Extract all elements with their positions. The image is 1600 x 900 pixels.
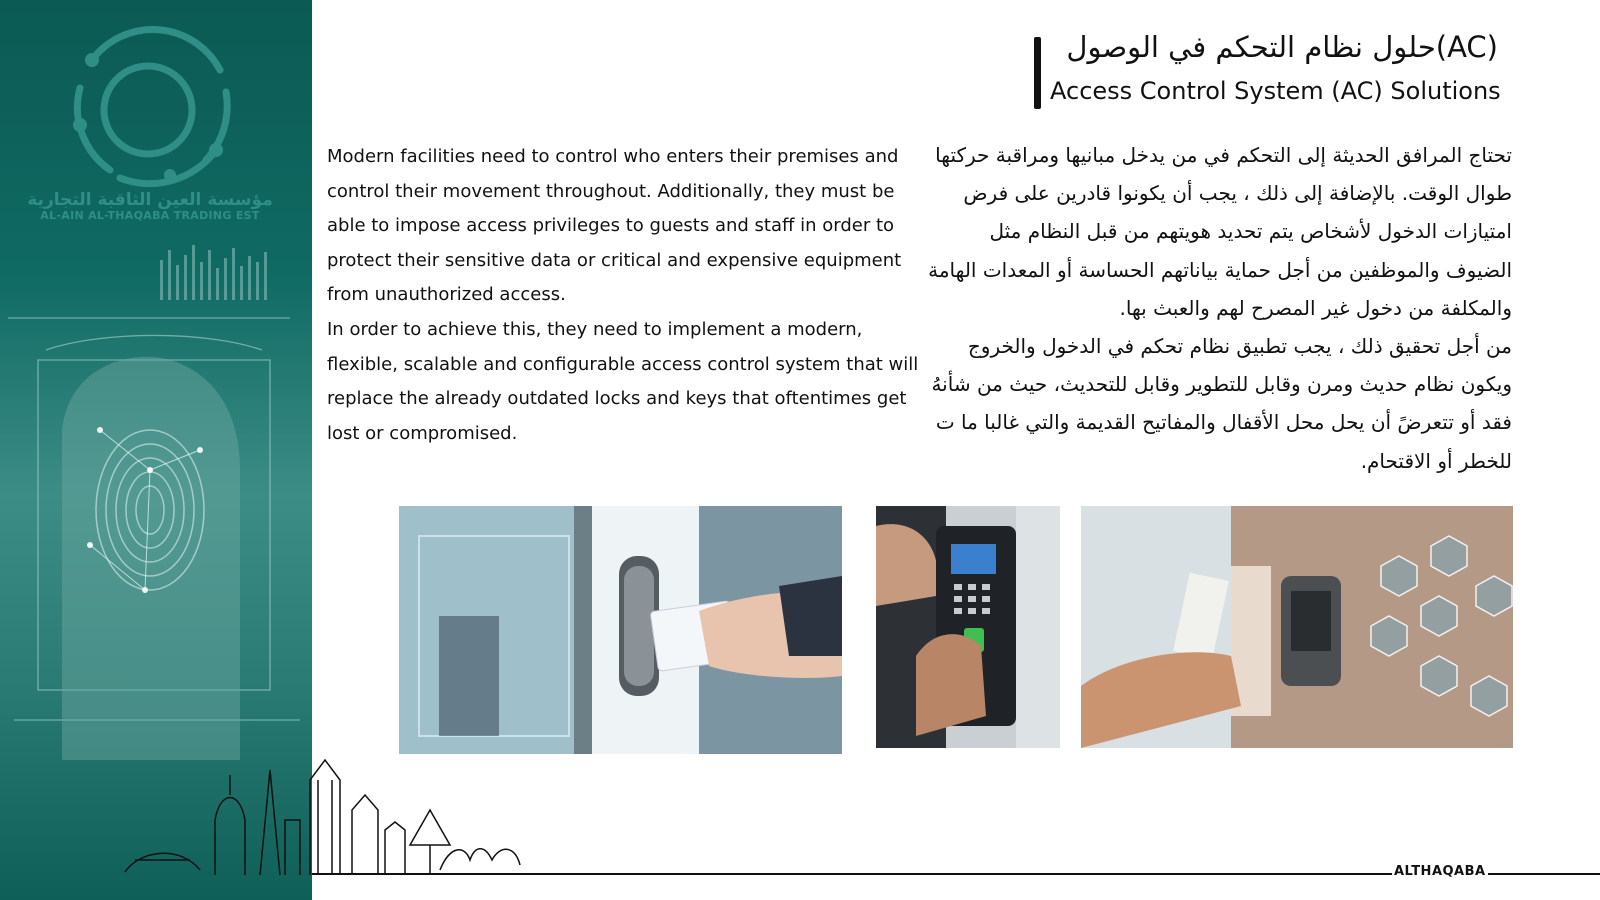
brand-name-arabic: مؤسسة العين الثاقبة التجارية bbox=[27, 190, 273, 210]
paragraph-english-1: Modern facilities need to control who enters their premises and control their movement throughout. Additionally, they must be able to impose access privileges to guests and staff in order to protect their sensitive data or critical and expensive equipment from unauthorized access. bbox=[327, 146, 902, 306]
brand-name-english: AL-AIN AL-THAQABA TRADING EST bbox=[40, 209, 260, 222]
page-title-arabic: حلول نظام التحكم في الوصول(AC) bbox=[1066, 30, 1498, 64]
paragraph-english-2: In order to achieve this, they need to implement a modern, flexible, scalable and configurable access control system that will replace the already outdated locks and keys that oftentimes get lost or compromised. bbox=[327, 318, 919, 444]
card-reader-photo bbox=[399, 506, 842, 754]
logo-mark bbox=[77, 30, 227, 184]
page-title-english: Access Control System (AC) Solutions bbox=[1050, 77, 1501, 105]
body-english bbox=[327, 140, 919, 451]
fingerprint-terminal-photo bbox=[876, 506, 1060, 748]
body-arabic bbox=[922, 136, 1512, 480]
city-skyline-illustration bbox=[120, 750, 540, 880]
footer-brand-logo: ALTHAQABA bbox=[1394, 864, 1486, 879]
paragraph-arabic-1: تحتاج المرافق الحديثة إلى التحكم في من يدخل مبانيها ومراقبة حركتها طوال الوقت. بالإضافة إلى ذلك ، يجب أن يكونوا قادرين على فرض امتيازات الدخول لأشخاص يتم تحديد هويتهم من قبل النظام مثل الضيوف والموظفين من أجل حماية بياناتهم الحساسة أو المعدات الهامة والمكلفة من دخول غير المصرح لهم والعبث بها. bbox=[928, 143, 1512, 320]
paragraph-arabic-2: من أجل تحقيق ذلك ، يجب تطبيق نظام تحكم في الدخول والخروج ويكون نظام حديث ومرن وقابل للتطوير وقابل للتحديث، حيث من شأنهُ فقد أو تتعرضً أن يحل محل الأقفال والمفاتيح القديمة والتي غالبا ما ت للخطر أو الاقتحام. bbox=[931, 334, 1512, 473]
title-accent-bar bbox=[1034, 37, 1041, 109]
access-card-hologram-photo bbox=[1081, 506, 1513, 748]
